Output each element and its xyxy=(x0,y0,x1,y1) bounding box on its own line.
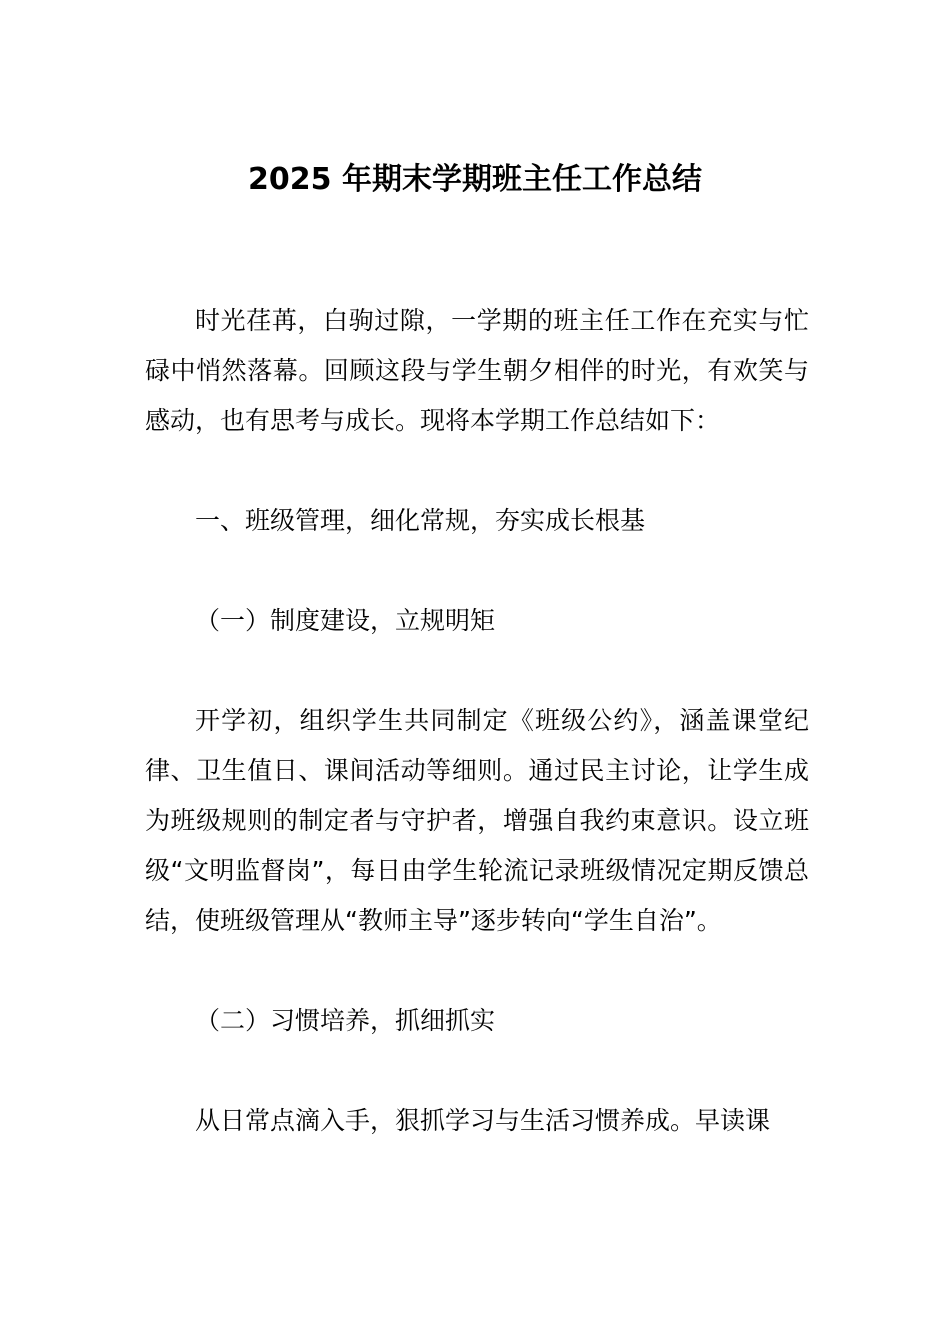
intro-paragraph: 时光荏苒，白驹过隙，一学期的班主任工作在充实与忙碌中悄然落幕。回顾这段与学生朝夕相伴的时光，有欢笑与感动，也有思考与成长。现将本学期工作总结如下： xyxy=(145,306,809,435)
subsection-paragraph-1: 开学初，组织学生共同制定《班级公约》，涵盖课堂纪律、卫生值日、课间活动等细则。通过民主讨论，让学生成为班级规则的制定者与守护者，增强自我约束意识。设立班级“文明监督岗”，每日由学生轮流记录班级情况定期反馈总结，使班级管理从“教师主导”逐步转向“学生自治”。 xyxy=(145,706,809,935)
document-body xyxy=(145,296,809,1146)
spacer xyxy=(145,1046,809,1096)
subsection-paragraph-2: 从日常点滴入手，狠抓学习与生活习惯养成。早读课 xyxy=(195,1106,771,1135)
document-title: 2025 年期末学期班主任工作总结 xyxy=(248,162,702,197)
spacer xyxy=(145,946,809,996)
section-heading-1: 一、班级管理，细化常规，夯实成长根基 xyxy=(195,506,646,535)
subsection-heading-1: （一）制度建设，立规明矩 xyxy=(195,606,496,635)
spacer xyxy=(145,546,809,596)
subsection-heading-2: （二）习惯培养，抓细抓实 xyxy=(195,1006,496,1035)
spacer xyxy=(145,646,809,696)
spacer xyxy=(145,446,809,496)
